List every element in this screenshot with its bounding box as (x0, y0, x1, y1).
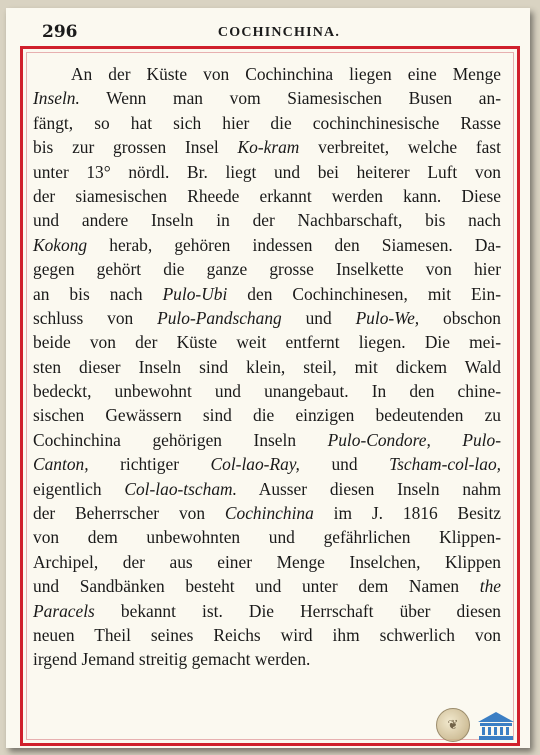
text-line (33, 501, 501, 525)
text-segment: verbreitet, welche fast (299, 137, 501, 158)
text-line (33, 355, 501, 379)
text-line (33, 379, 501, 403)
text-segment: den Cochinchinesen, mit Ein- (227, 283, 501, 304)
text-line (33, 160, 501, 184)
watermark-logos (436, 708, 516, 742)
italic-text: Paracels (33, 600, 95, 621)
text-segment: obschon (419, 307, 501, 328)
text-segment: schluss von (33, 307, 158, 328)
text-segment: gegen gehört die ganze grosse Inselkette von hier (33, 259, 501, 280)
text-line (33, 452, 501, 476)
text-segment: bis zur grossen Insel (33, 137, 238, 158)
italic-text: Tscham-col-lao, (389, 454, 501, 475)
text-line (33, 428, 501, 452)
text-segment: sten dieser Inseln sind klein, steil, mit dickem Wald (33, 356, 501, 377)
text-segment: der Beherrscher von (33, 503, 225, 524)
italic-text: Pulo-Pandschang (157, 307, 282, 328)
page-number: 296 (42, 22, 78, 42)
text-segment: eigentlich (33, 478, 125, 499)
text-line (33, 86, 501, 110)
italic-text: Col-lao-Ray, (210, 454, 300, 475)
italic-text: the (479, 576, 501, 597)
italic-text: Col-lao-tscham. (124, 478, 237, 499)
text-line (33, 62, 501, 86)
text-line (33, 525, 501, 549)
text-segment: fängt, so hat sich hier die cochinchinesische Rasse (33, 112, 501, 133)
text-segment: Archipel, der aus einer Menge Inselchen, Klippen (33, 551, 501, 572)
text-line (33, 306, 501, 330)
text-segment: der siamesischen Rheede erkannt werden kann. Diese (33, 185, 501, 206)
text-segment: unter 13° nördl. Br. liegt und bei heiterer Luft von (33, 161, 501, 182)
text-line (33, 599, 501, 623)
text-line (33, 282, 501, 306)
text-segment: Ausser diesen Inseln nahm (236, 478, 502, 499)
italic-text: Cochinchina (224, 503, 314, 524)
text-segment: Wenn man vom Siamesischen Busen an- (79, 88, 501, 109)
text-segment: herab, gehören indessen den Siamesen. Da- (87, 234, 501, 255)
italic-text: Ko-kram (237, 137, 300, 158)
text-line (33, 184, 501, 208)
text-line (33, 574, 501, 598)
italic-text: Kokong (33, 234, 88, 255)
italic-text: Pulo-We, (355, 307, 420, 328)
library-seal-icon: ❦ (436, 708, 470, 742)
highlight-frame (20, 46, 520, 746)
text-segment: und (299, 454, 390, 475)
text-segment: bedeckt, unbewohnt und unangebaut. In den chine- (33, 381, 501, 402)
italic-text: Canton, (33, 454, 89, 475)
text-line (33, 135, 501, 159)
text-line (33, 623, 501, 647)
text-segment: von dem unbewohnten und gefährlichen Klippen- (33, 527, 501, 548)
body-text (33, 62, 501, 672)
text-segment: neuen Theil seines Reichs wird ihm schwerlich von (33, 624, 501, 645)
text-segment: und Sandbänken besteht und unter dem Namen (33, 576, 480, 597)
text-line (33, 233, 501, 257)
text-segment: Cochinchina gehörigen Inseln (33, 429, 328, 450)
text-line (33, 330, 501, 354)
text-line (33, 550, 501, 574)
text-line (33, 403, 501, 427)
page-header (26, 20, 512, 46)
italic-text: Pulo-Condore, Pulo- (327, 429, 501, 450)
book-page (6, 8, 530, 748)
text-line (33, 208, 501, 232)
italic-text: Pulo-Ubi (162, 283, 228, 304)
text-segment: irgend Jemand streitig gemacht werden. (33, 649, 311, 670)
running-head: COCHINCHINA. (217, 25, 341, 40)
text-segment: und (281, 307, 356, 328)
unesco-logo-icon (476, 710, 516, 742)
text-line (33, 111, 501, 135)
text-segment: an bis nach (33, 283, 163, 304)
text-segment: richtiger (88, 454, 211, 475)
text-segment: bekannt ist. Die Herrschaft über diesen (94, 600, 501, 621)
italic-text: Inseln. (33, 88, 80, 109)
text-segment: sischen Gewässern sind die einzigen bedeutenden zu (33, 405, 501, 426)
text-segment: beide von der Küste weit entfernt liegen. Die mei- (33, 332, 501, 353)
text-segment: An der Küste von Cochinchina liegen eine Menge (71, 64, 501, 84)
text-segment: und andere Inseln in der Nachbarschaft, bis nach (33, 210, 501, 231)
text-line (33, 647, 501, 671)
text-line (33, 257, 501, 281)
text-line (33, 477, 501, 501)
text-segment: im J. 1816 Besitz (313, 503, 502, 524)
